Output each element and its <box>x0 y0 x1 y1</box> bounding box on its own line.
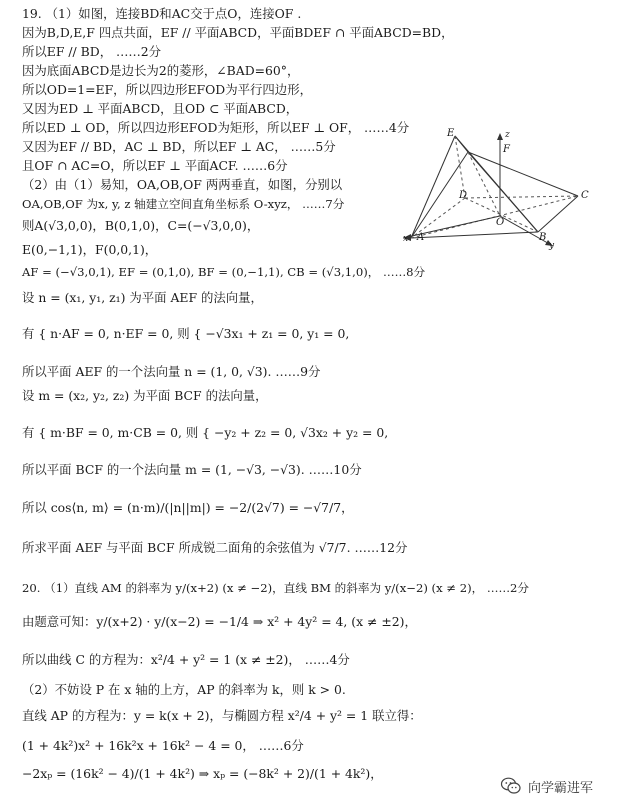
text-line: 又因为EF // BD，AC ⊥ BD，所以EF ⊥ AC， ……5分 <box>22 139 336 154</box>
text-line: (1 + 4k²)x² + 16k²x + 16k² − 4 = 0， ……6分 <box>22 738 304 753</box>
text-line: E(0,−1,1)，F(0,0,1)， <box>22 242 158 257</box>
text-line: 所以ED ⊥ OD，所以四边形EFOD为矩形，所以EF ⊥ OF， ……4分 <box>22 120 410 135</box>
watermark <box>500 774 618 798</box>
figure-label: x <box>403 234 409 244</box>
text-line: −2xₚ = (16k² − 4)/(1 + 4k²) ⇒ xₚ = (−8k² + 2)/(1 + 4k²)， <box>22 766 383 781</box>
text-line: 所以EF // BD， ……2分 <box>22 44 162 59</box>
wechat-icon <box>500 775 522 797</box>
figure-label: C <box>581 190 589 201</box>
watermark-text: 向学霸进军 <box>528 780 594 796</box>
figure-label: A <box>417 232 425 243</box>
text-line: OA,OB,OF 为x, y, z 轴建立空间直角坐标系 O-xyz， ……7分 <box>22 197 345 211</box>
figure-label: y <box>549 241 555 251</box>
figure-label: E <box>447 128 455 139</box>
text-line: 因为底面ABCD是边长为2的菱形，∠BAD=60°， <box>22 63 300 78</box>
text-line: 有 { m·BF = 0, m·CB = 0, 则 { −y₂ + z₂ = 0, √3x₂ + y₂ = 0, <box>22 425 389 440</box>
text-line: 且OF ∩ AC=O，所以EF ⊥ 平面ACF. ……6分 <box>22 158 288 173</box>
text-line: 则A(√3,0,0)，B(0,1,0)，C=(−√3,0,0)， <box>22 218 260 233</box>
text-line: 所以OD=1=EF，所以四边形EFOD为平行四边形， <box>22 82 312 97</box>
figure-label: O <box>496 217 505 228</box>
text-line: 19. （1）如图，连接BD和AC交于点O，连接OF . <box>22 6 302 21</box>
figure-label: D <box>459 190 468 201</box>
text-line: （2）不妨设 P 在 x 轴的上方，AP 的斜率为 k，则 k > 0. <box>22 682 346 697</box>
text-line: 又因为ED ⊥ 平面ABCD，且OD ⊂ 平面ABCD， <box>22 101 299 116</box>
text-line: 20. （1）直线 AM 的斜率为 y/(x+2) (x ≠ −2)，直线 BM 的斜率为 y/(x−2) (x ≠ 2)， ……2分 <box>22 581 530 595</box>
text-line: （2）由（1）易知，OA,OB,OF 两两垂直，如图，分别以 <box>22 177 343 192</box>
text-line: 设 n = (x₁, y₁, z₁) 为平面 AEF 的法向量， <box>22 290 263 305</box>
text-line: 所以 cos⟨n, m⟩ = (n·m)/(|n||m|) = −2/(2√7) = −√7/7， <box>22 500 354 515</box>
figure-label: z <box>505 130 510 140</box>
text-line: 由题意可知：y/(x+2) · y/(x−2) = −1/4 ⇒ x² + 4y² = 4, (x ≠ ±2)， <box>22 614 417 629</box>
text-line: 有 { n·AF = 0, n·EF = 0, 则 { −√3x₁ + z₁ = 0, y₁ = 0, <box>22 326 350 341</box>
text-line: 直线 AP 的方程为：y = k(x + 2)，与椭圆方程 x²/4 + y² = 1 联立得： <box>22 708 422 723</box>
geometry-figure <box>403 128 603 253</box>
text-line: 所以平面 AEF 的一个法向量 n = (1, 0, √3). ……9分 <box>22 364 321 379</box>
text-line: AF = (−√3,0,1), EF = (0,1,0), BF = (0,−1,1), CB = (√3,1,0)， ……8分 <box>22 265 426 279</box>
text-line: 所以曲线 C 的方程为：x²/4 + y² = 1 (x ≠ ±2)， ……4分 <box>22 652 350 667</box>
text-line: 所求平面 AEF 与平面 BCF 所成锐二面角的余弦值为 √7/7. ……12分 <box>22 540 408 555</box>
text-line: 所以平面 BCF 的一个法向量 m = (1, −√3, −√3). ……10分 <box>22 462 362 477</box>
figure-label: B <box>539 232 547 243</box>
text-line: 设 m = (x₂, y₂, z₂) 为平面 BCF 的法向量， <box>22 388 268 403</box>
text-line: 因为B,D,E,F 四点共面，EF // 平面ABCD，平面BDEF ∩ 平面ABCD=BD， <box>22 25 454 40</box>
figure-label: F <box>503 144 510 155</box>
